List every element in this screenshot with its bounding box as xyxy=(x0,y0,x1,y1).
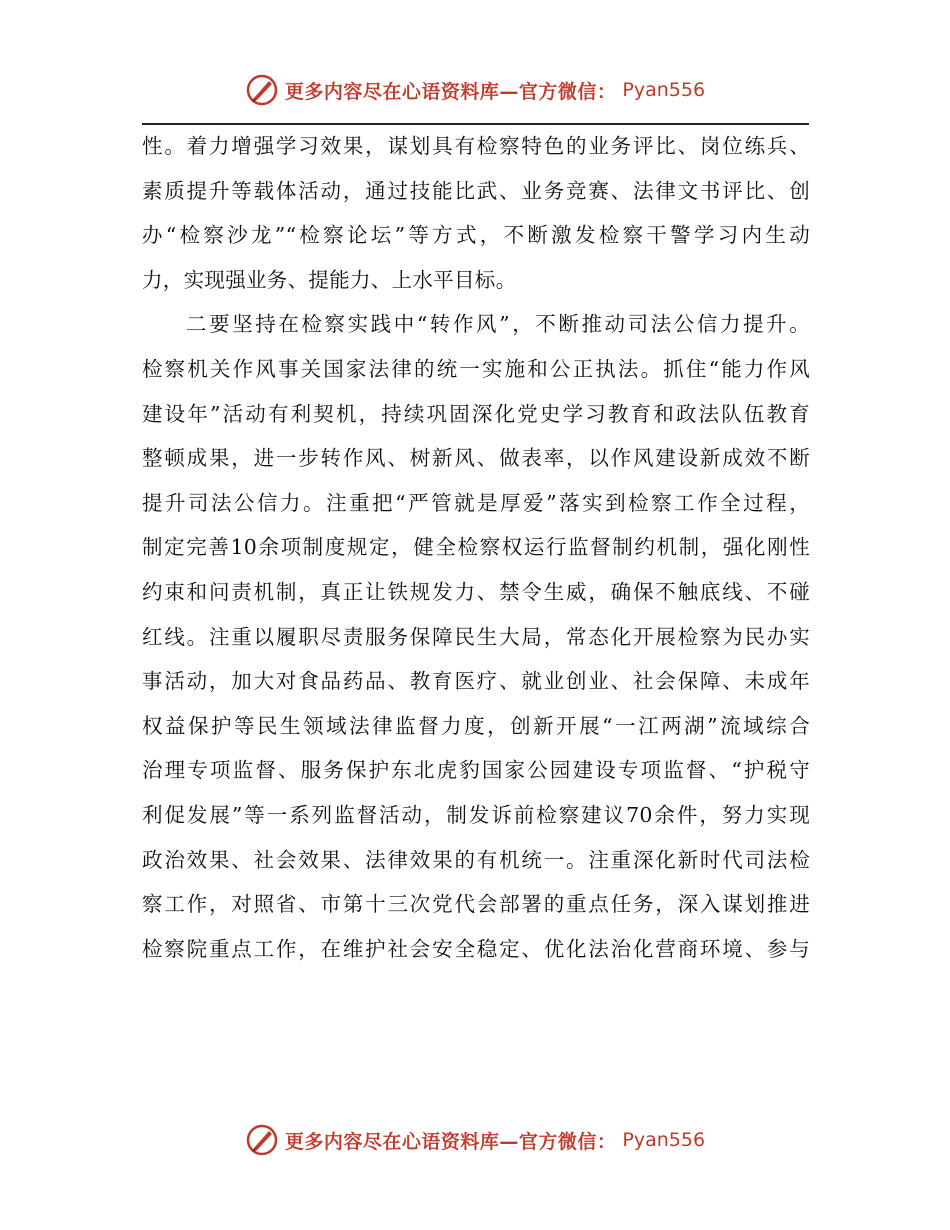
body-line: 察工作，对照省、市第十三次党代会部署的重点任务，深入谋划推进 xyxy=(142,892,810,917)
body-line: 权益保护等民生领域法律监督力度，创新开展“一江两湖”流域综合 xyxy=(142,713,810,738)
body-line: 提升司法公信力。注重把“严管就是厚爱”落实到检察工作全过程， xyxy=(142,490,810,515)
body-line: 力，实现强业务、提能力、上水平目标。 xyxy=(142,267,517,292)
banner-text: 更多内容尽在心语资料库—官方微信： xyxy=(284,1130,617,1153)
body-line: 制定完善10余项制度规定，健全检察权运行监督制约机制，强化刚性 xyxy=(142,535,810,560)
body-line: 性。着力增强学习效果，谋划具有检察特色的业务评比、岗位练兵、 xyxy=(142,134,810,158)
body-line: 素质提升等载体活动，通过技能比武、业务竞赛、法律文书评比、创 xyxy=(142,178,810,203)
banner-wechat-id: Pyan556 xyxy=(622,79,706,101)
body-line: 建设年”活动有利契机，持续巩固深化党史学习教育和政法队伍教育 xyxy=(142,401,810,426)
body-line: 红线。注重以履职尽责服务保障民生大局，常态化开展检察为民办实 xyxy=(142,624,810,649)
document-body xyxy=(142,124,810,971)
banner-wechat-id: Pyan556 xyxy=(622,1129,706,1151)
body-line: 整顿成果，进一步转作风、树新风、做表率，以作风建设新成效不断 xyxy=(142,446,810,471)
body-line: 利促发展”等一系列监督活动，制发诉前检察建议70余件，努力实现 xyxy=(142,802,810,827)
body-line: 二要坚持在检察实践中“转作风”，不断推动司法公信力提升。 xyxy=(186,312,810,337)
footer-banner xyxy=(0,1120,950,1160)
body-line: 约束和问责机制，真正让铁规发力、禁令生威，确保不触底线、不碰 xyxy=(142,579,810,604)
body-line: 检察机关作风事关国家法律的统一实施和公正执法。抓住“能力作风 xyxy=(142,356,810,381)
body-line: 办“检察沙龙”“检察论坛”等方式，不断激发检察干警学习内生动 xyxy=(142,223,810,248)
pen-logo-icon xyxy=(245,73,279,107)
body-line: 政治效果、社会效果、法律效果的有机统一。注重深化新时代司法检 xyxy=(142,847,810,872)
body-line: 事活动，加大对食品药品、教育医疗、就业创业、社会保障、未成年 xyxy=(142,669,810,694)
banner-text: 更多内容尽在心语资料库—官方微信： xyxy=(284,80,617,103)
body-line: 治理专项监督、服务保护东北虎豹国家公园建设专项监督、“护税守 xyxy=(142,758,810,783)
header-banner xyxy=(0,70,950,110)
body-line: 检察院重点工作，在维护社会安全稳定、优化法治化营商环境、参与 xyxy=(142,936,810,961)
pen-logo-icon xyxy=(245,1123,279,1157)
